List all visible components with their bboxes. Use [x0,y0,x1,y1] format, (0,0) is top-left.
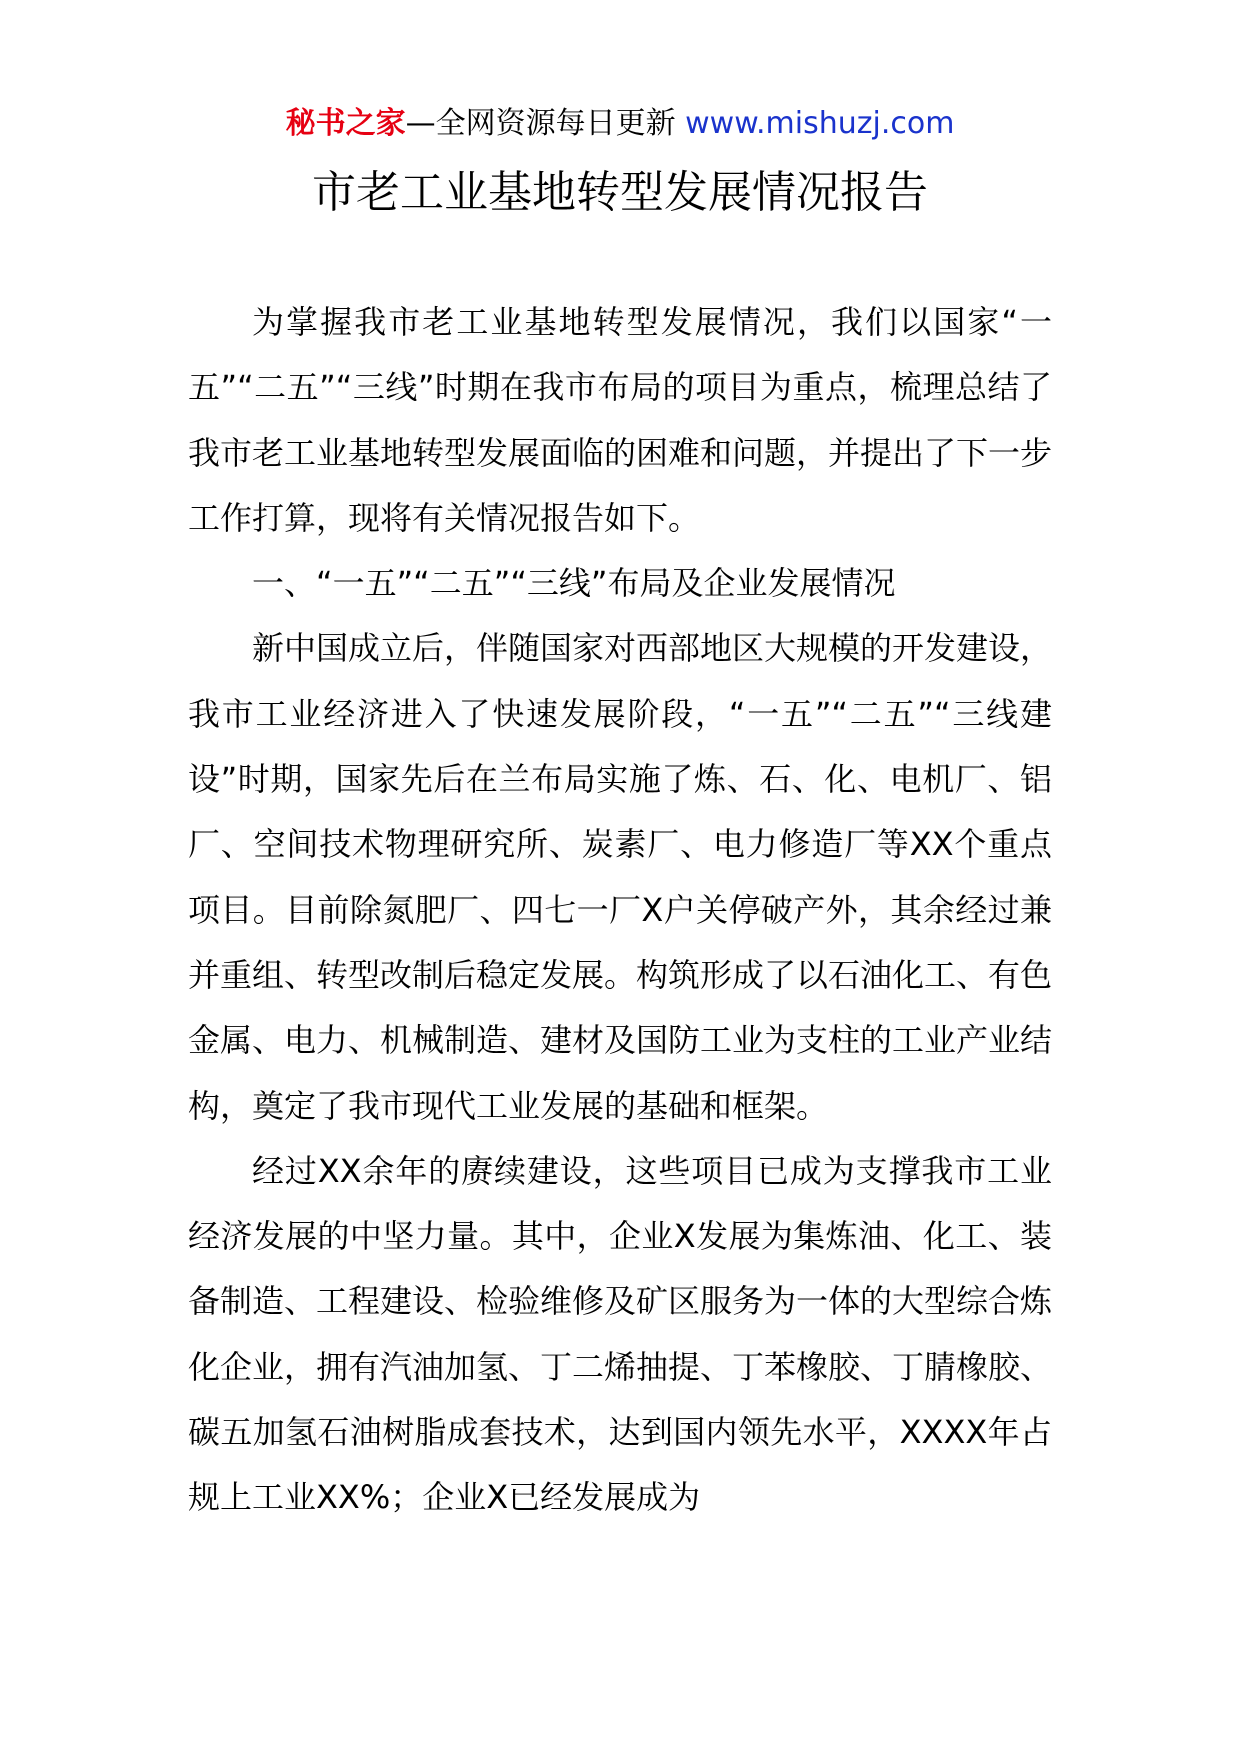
document-body [188,290,1052,1531]
intro-paragraph: 为掌握我市老工业基地转型发展情况，我们以国家“一五”“二五”“三线”时期在我市布局的项目为重点，梳理总结了我市老工业基地转型发展面临的困难和问题，并提出了下一步工作打算，现将有关情况报告如下。 [188,303,1053,537]
section-heading: 一、“一五”“二五”“三线”布局及企业发展情况 [252,564,896,603]
document-title: 市老工业基地转型发展情况报告 [312,167,928,218]
body-paragraph: 新中国成立后，伴随国家对西部地区大规模的开发建设，我市工业经济进入了快速发展阶段，“一五”“二五”“三线建设”时期，国家先后在兰布局实施了炼、石、化、电机厂、铝厂、空间技术物理研究所、炭素厂、电力修造厂等XX个重点项目。目前除氮肥厂、四七一厂X户关停破产外，其余经过兼并重组、转型改制后稳定发展。构筑形成了以石油化工、有色金属、电力、机械制造、建材及国防工业为支柱的工业产业结构，奠定了我市现代工业发展的基础和框架。 [188,629,1053,1125]
body-paragraph: 经过XX余年的赓续建设，这些项目已成为支撑我市工业经济发展的中坚力量。其中，企业X发展为集炼油、化工、装备制造、工程建设、检验维修及矿区服务为一体的大型综合炼化企业，拥有汽油加氢、丁二烯抽提、丁苯橡胶、丁腈橡胶、碳五加氢石油树脂成套技术，达到国内领先水平，XXXX年占规上工业XX%；企业X已经发展成为 [188,1151,1053,1517]
brand-name: 秘书之家 [285,106,406,141]
header-tagline: —全网资源每日更新 [405,106,676,141]
site-url-link[interactable]: www.mishuzj.com [685,106,955,141]
site-header [0,104,1240,144]
